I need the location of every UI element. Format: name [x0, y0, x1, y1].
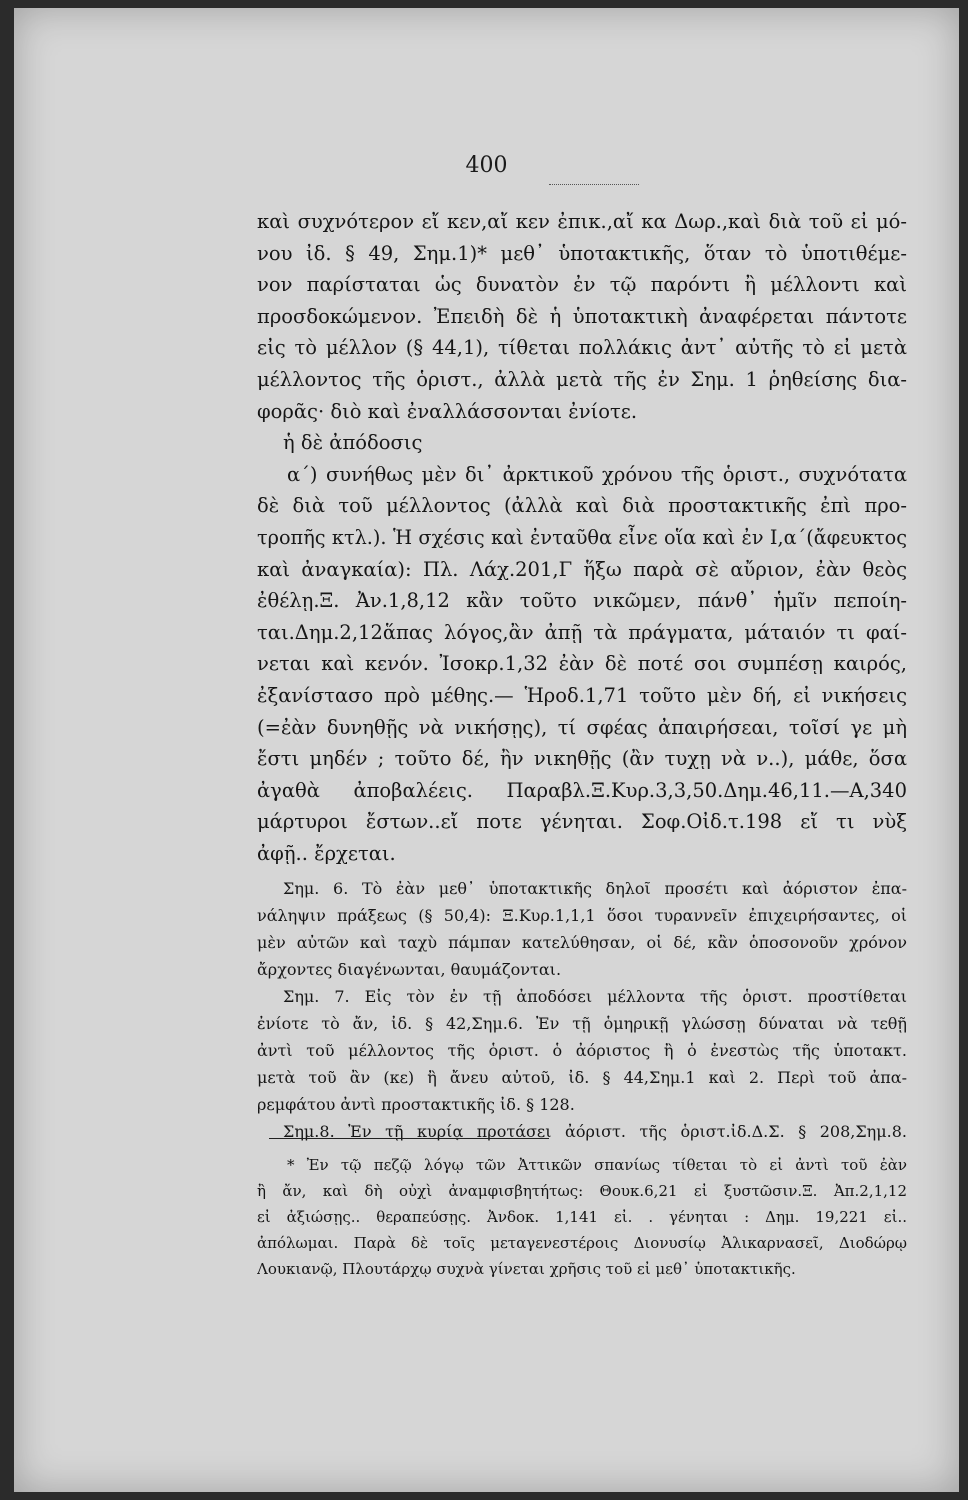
- footnote-line: * Ἐν τῷ πεζῷ λόγῳ τῶν Ἀττικῶν σπανίως τίθεται τὸ εἰ ἀντὶ τοῦ ἐὰν: [287, 1156, 907, 1174]
- footnote-rule: [269, 1138, 549, 1139]
- note-line: μὲν αὐτῶν καὶ ταχὺ πάμπαν κατελύθησαν, οἱ δέ, κἂν ὁποσονοῦν χρόνον: [257, 933, 907, 953]
- book-page: [14, 8, 959, 1492]
- text-line: α΄) συνήθως μὲν δι᾽ ἀρκτικοῦ χρόνου τῆς ὁριστ., συχνότατα: [287, 462, 907, 486]
- note-line: μετὰ τοῦ ἂν (κε) ἢ ἄνευ αὐτοῦ, ἰδ. § 44,Σημ.1 καὶ 2. Περὶ τοῦ ἀπα-: [257, 1068, 907, 1088]
- text-line: ται.Δημ.2,12ἅπας λόγος,ἂν ἀπῇ τὰ πράγματα, μάταιόν τι φαί-: [257, 620, 907, 644]
- note-line: Σημ.8. Ἐν τῇ κυρίᾳ προτάσει ἀόριστ. τῆς ὁριστ.ἰδ.Δ.Σ. § 208,Σημ.8.: [283, 1122, 907, 1142]
- section-heading: ἡ δὲ ἀπόδοσις: [283, 431, 423, 455]
- text-line: νον παρίσταται ὡς δυνατὸν ἐν τῷ παρόντι ἢ μέλλοντι καὶ: [257, 273, 907, 297]
- footnote-line: Λουκιανῷ, Πλουτάρχῳ συχνὰ γίνεται χρῆσις τοῦ εἰ μεθ᾽ ὑποτακτικῆς.: [257, 1260, 796, 1278]
- text-line: (=ἐὰν δυνηθῇς νὰ νικήσῃς), τί σφέας ἀπαιρήσεαι, τοῖσί γε μὴ: [257, 715, 907, 739]
- text-line: ἐθέλῃ.Ξ. Ἀν.1,8,12 κἂν τοῦτο νικῶμεν, πάνθ᾽ ἡμῖν πεποίη-: [257, 589, 907, 613]
- main-text: [257, 206, 907, 1145]
- note-line: ἄρχοντες διαγένωνται, θαυμάζονται.: [257, 960, 562, 980]
- text-line: νεται καὶ κενόν. Ἰσοκρ.1,32 ἐὰν δὲ ποτέ σοι συμπέσῃ καιρός,: [257, 652, 907, 676]
- text-line: καὶ συχνότερον εἴ κεν,αἴ κεν ἐπικ.,αἴ κα Δωρ.,καὶ διὰ τοῦ εἰ μό-: [257, 210, 907, 233]
- footnote-line: εἰ ἀξιώσῃς.. θεραπεύσῃς. Ἀνδοκ. 1,141 εἰ. . γένηται : Δημ. 19,221 εἰ..: [257, 1208, 907, 1226]
- text-line: καὶ ἀναγκαία): Πλ. Λάχ.201,Γ ἥξω παρὰ σὲ αὔριον, ἐὰν θεὸς: [257, 557, 907, 581]
- footnote: [257, 1152, 907, 1282]
- note-line: Σημ. 6. Τὸ ἐὰν μεθ᾽ ὑποτακτικῆς δηλοῖ προσέτι καὶ ἀόριστον ἐπα-: [283, 879, 907, 899]
- text-line: μέλλοντος τῆς ὁριστ., ἀλλὰ μετὰ τῆς ἐν Σημ. 1 ῥηθείσης δια-: [257, 367, 907, 391]
- text-line: μάρτυροι ἔστων..εἴ ποτε γένηται. Σοφ.Οἰδ.τ.198 εἴ τι νὺξ: [257, 810, 907, 834]
- text-line: δὲ διὰ τοῦ μέλλοντος (ἀλλὰ καὶ διὰ προστακτικῆς ἐπὶ προ-: [257, 494, 907, 518]
- text-line: προσδοκώμενον. Ἐπειδὴ δὲ ἡ ὑποτακτικὴ ἀναφέρεται πάντοτε: [257, 304, 907, 328]
- text-line: τροπῆς κτλ.). Ἡ σχέσις καὶ ἐνταῦθα εἶνε οἵα καὶ ἐν Ι,α΄(ἄφευκτος: [257, 525, 907, 549]
- note-line: ρεμφάτου ἀντὶ προστακτικῆς ἰδ. § 128.: [257, 1095, 575, 1115]
- text-line: ἔστι μηδέν ; τοῦτο δέ, ἢν νικηθῇς (ἂν τυχῃ νὰ ν..), μάθε, ὅσα: [257, 747, 907, 771]
- text-line: εἰς τὸ μέλλον (§ 44,1), τίθεται πολλάκις ἀντ᾽ αὐτῆς τὸ εἰ μετὰ: [257, 336, 907, 360]
- page-number: 400: [465, 153, 508, 178]
- note-line: Σημ. 7. Εἰς τὸν ἐν τῇ ἀποδόσει μέλλοντα τῆς ὁριστ. προστίθεται: [283, 987, 907, 1007]
- text-line: ἐξανίστασο πρὸ μέθης.— Ἡροδ.1,71 τοῦτο μὲν δή, εἰ νικήσεις: [257, 683, 907, 707]
- note-line: ἀντὶ τοῦ μέλλοντος τῆς ὁριστ. ὁ ἀόριστος ἢ ὁ ἐνεστὼς τῆς ὑποτακτ.: [257, 1041, 907, 1061]
- text-line: νου ἰδ. § 49, Σημ.1)* μεθ᾽ ὑποτακτικῆς, ὅταν τὸ ὑποτιθέμε-: [257, 241, 907, 265]
- text-line: ἀγαθὰ ἀποβαλέεις. Παραβλ.Ξ.Κυρ.3,3,50.Δημ.46,11.—Α,340: [257, 778, 907, 802]
- page-number-rule: [549, 184, 639, 185]
- footnote-line: ἢ ἄν, καὶ δὴ οὐχὶ ἀναμφισβητήτως: Θουκ.6,21 εἰ ξυστῶσιν.Ξ. Ἀπ.2,1,12: [257, 1182, 907, 1200]
- text-line: ἀφῇ.. ἔρχεται.: [257, 841, 396, 865]
- text-line: φορᾶς· διὸ καὶ ἐναλλάσσονται ἐνίοτε.: [257, 399, 638, 423]
- footnote-line: ἀπόλωμαι. Παρὰ δὲ τοῖς μεταγενεστέροις Διονυσίῳ Ἀλικαρνασεῖ, Διοδώρῳ: [257, 1234, 907, 1252]
- note-line: νάληψιν πράξεως (§ 50,4): Ξ.Κυρ.1,1,1 ὅσοι τυραννεῖν ἐπιχειρήσαντες, οἱ: [257, 906, 907, 926]
- note-line: ἐνίοτε τὸ ἄν, ἰδ. § 42,Σημ.6. Ἐν τῇ ὁμηρικῇ γλώσσῃ δύναται νὰ τεθῇ: [257, 1014, 907, 1034]
